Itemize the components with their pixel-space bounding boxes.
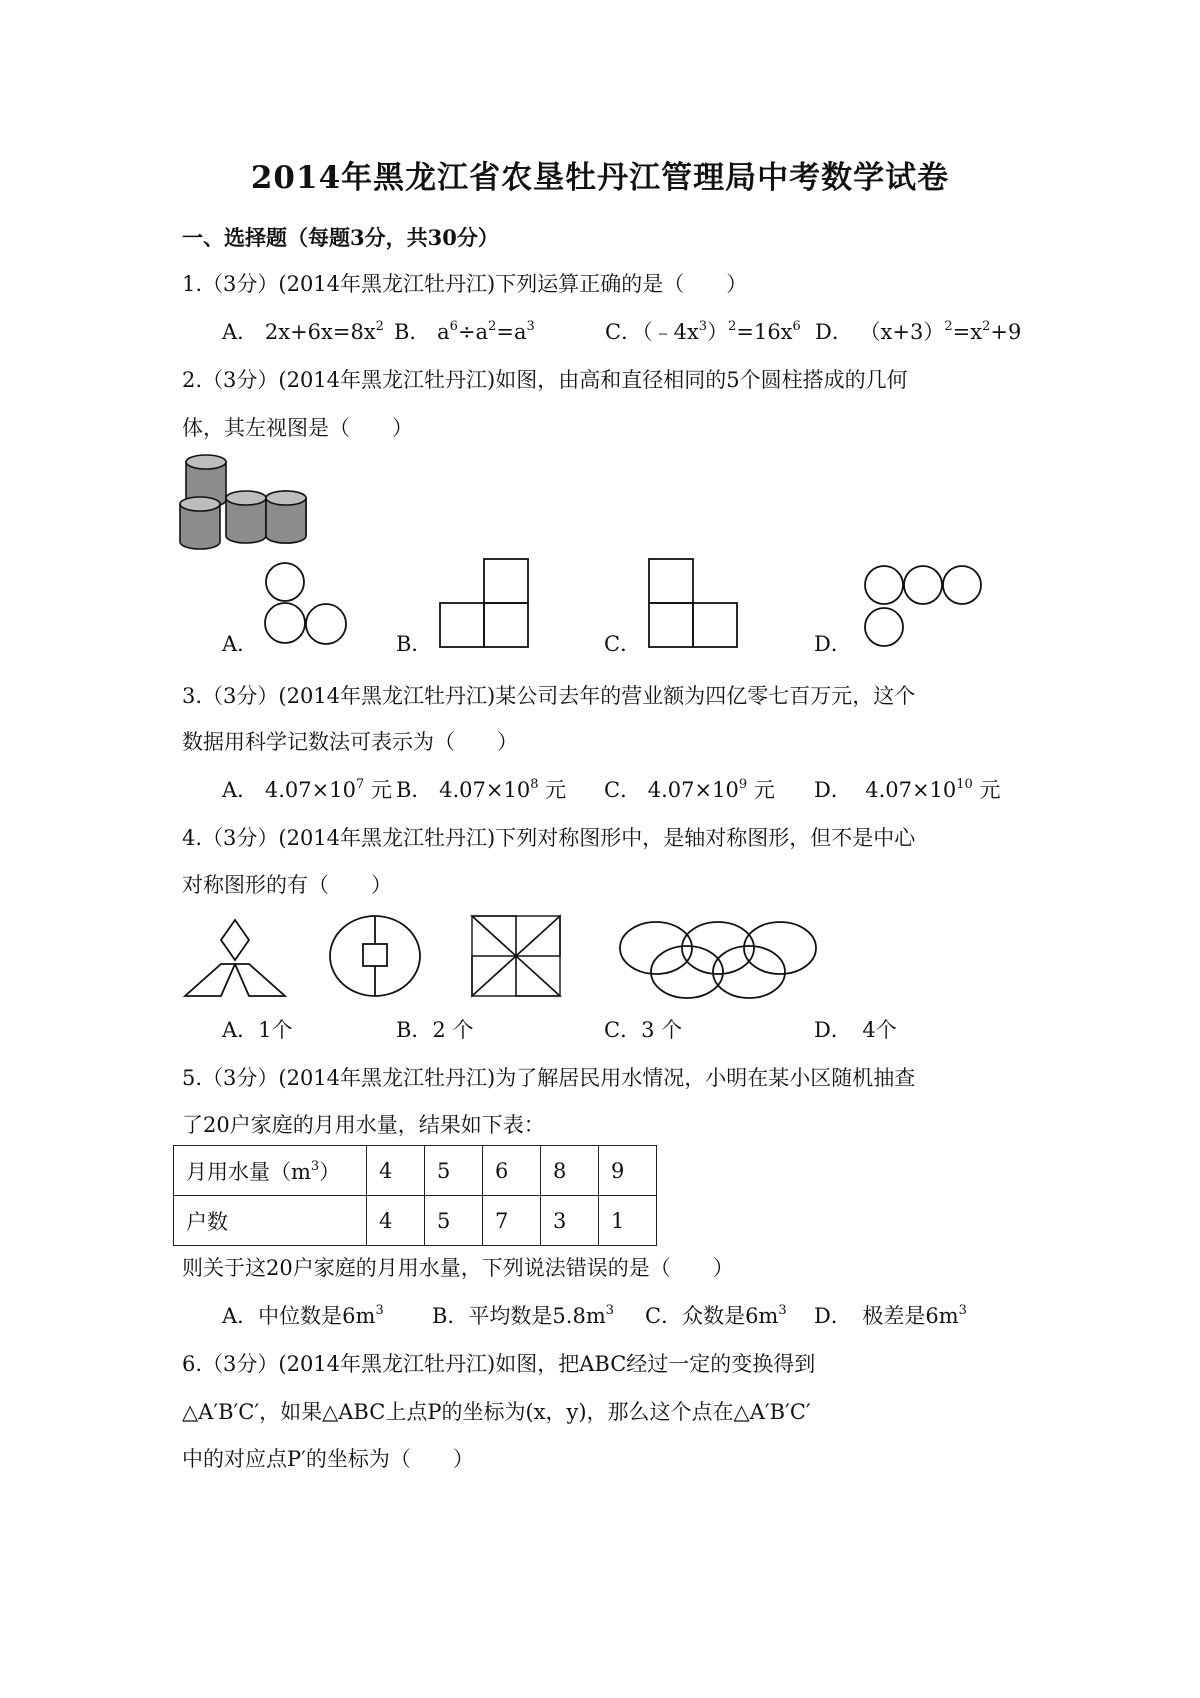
q6-stem-line2: △A′B′C′，如果△ABC上点P的坐标为(x，y)，那么这个点在△A′B′C′ [182,1400,811,1424]
option-unit: 元 [979,778,1001,802]
q5-option-d[interactable] [814,1300,967,1330]
table-row-header: 月用水量$(m^3)$ [174,1146,367,1196]
q3-stem-line1: 3.（3分）(2014年黑龙江牡丹江)某公司去年的营业额为四亿零七百万元，这个 [182,684,916,708]
exponent: 6 [449,319,458,334]
exponent: 8 [530,777,539,792]
option-label: C． [604,778,642,802]
q4-option-b[interactable]: B．2 个 [396,1018,474,1042]
exponent: 3 [310,1158,320,1174]
q1-option-a[interactable] [222,316,384,346]
q1-option-d[interactable] [815,316,1021,346]
table-row [174,1146,657,1196]
cylinders-figure [180,450,320,544]
table-cell: 4 [367,1146,425,1196]
pinwheel-figure [470,914,562,998]
option-text: B．平均数是5.8m [432,1304,606,1328]
option-text: a [437,320,450,344]
option-text: ） [707,320,729,344]
q3-option-a[interactable] [222,774,392,804]
option-text: 4.07×10 [647,778,739,802]
q2-option-a-label[interactable]: A． [222,632,259,656]
option-label: D． [815,320,853,344]
q4-option-c[interactable]: C．3 个 [604,1018,683,1042]
exponent: 2 [982,319,991,334]
option-text: 2x+6x=8x [264,320,376,344]
q2-option-c-figure[interactable] [647,558,739,650]
option-text: =16x [736,320,793,344]
q2-stem-line1: 2.（3分）(2014年黑龙江牡丹江)如图，由高和直径相同的5个圆柱搭成的几何 [182,368,908,392]
option-text: +9 [990,320,1022,344]
q5-stem-after-table: 则关于这20户家庭的月用水量，下列说法错误的是（ ） [182,1256,734,1280]
table-cell: 1 [599,1196,657,1246]
q3-stem-line2: 数据用科学记数法可表示为（ ） [182,730,518,754]
q5-option-a[interactable] [222,1300,384,1330]
option-text: 4.07×10 [865,778,957,802]
option-unit: 元 [545,778,567,802]
table-cell: 3 [541,1196,599,1246]
water-usage-table [173,1145,657,1246]
q2-option-d-figure[interactable] [864,565,984,649]
page-title: 2014年黑龙江省农垦牡丹江管理局中考数学试卷 [250,160,950,196]
diamond-trio-figure [183,918,287,998]
q6-stem-line3: 中的对应点P′的坐标为（ ） [182,1447,474,1471]
exponent: 3 [605,1303,615,1318]
exponent: 3 [778,1303,787,1318]
q1-option-b[interactable] [394,316,535,346]
option-text: =a [496,320,527,344]
ellipse-rect-figure [328,914,422,998]
option-text: =x [952,320,983,344]
q3-option-c[interactable] [604,774,775,804]
option-text: 4.07×10 [264,778,356,802]
option-text: （x+3） [859,320,945,344]
q2-option-b-figure[interactable] [438,558,530,650]
exponent: 3 [526,319,535,334]
option-label: B． [396,778,433,802]
option-label: B． [394,320,431,344]
section-heading: 一、选择题（每题3分，共30分） [182,225,499,250]
option-text: A．中位数是6m [222,1304,376,1328]
option-text: D． 极差是6m [814,1304,959,1328]
exponent: 6 [792,319,801,334]
q5-option-b[interactable] [432,1300,614,1330]
table-cell: 5 [425,1146,483,1196]
exponent: 2 [375,319,384,334]
q2-stem-line2: 体，其左视图是（ ） [182,416,413,440]
exponent: 7 [355,777,365,792]
option-text: （﹣4x [642,320,699,344]
exponent: 3 [958,1303,967,1318]
q4-option-a[interactable]: A．1个 [222,1018,293,1042]
table-cell: 8 [541,1146,599,1196]
table-row-header: 户数 [174,1196,367,1246]
table-cell: 9 [599,1146,657,1196]
q5-option-c[interactable] [645,1300,787,1330]
q6-stem-line1: 6.（3分）(2014年黑龙江牡丹江)如图，把ABC经过一定的变换得到 [182,1352,816,1376]
q4-stem-line1: 4.（3分）(2014年黑龙江牡丹江)下列对称图形中，是轴对称图形，但不是中心 [182,826,916,850]
q3-option-b[interactable] [396,774,566,804]
exponent: 2 [728,319,737,334]
option-unit: 元 [753,778,775,802]
q1-option-c[interactable] [605,316,801,346]
table-cell: 4 [367,1196,425,1246]
q3-option-d[interactable] [814,774,1001,804]
option-label: A． [222,778,259,802]
olympic-rings-figure [618,920,818,1000]
exponent: 3 [375,1303,384,1318]
exponent: 2 [944,319,953,334]
q1-stem: 1.（3分）(2014年黑龙江牡丹江)下列运算正确的是（ ） [182,272,748,296]
option-text: C．众数是6m [645,1304,779,1328]
option-unit: 元 [370,778,392,802]
table-cell: 6 [483,1146,541,1196]
q2-option-a-figure[interactable] [263,562,353,650]
option-label: A． [222,320,259,344]
q2-option-c-label[interactable]: C． [604,632,642,656]
exponent: 10 [956,777,973,792]
q4-option-d[interactable]: D． 4个 [814,1018,897,1042]
q4-stem-line2: 对称图形的有（ ） [182,873,392,897]
option-text: ÷a [457,320,489,344]
option-label: D． [814,778,852,802]
option-text: 4.07×10 [439,778,531,802]
q5-stem-line1: 5.（3分）(2014年黑龙江牡丹江)为了解居民用水情况，小明在某小区随机抽查 [182,1066,916,1090]
q2-option-d-label[interactable]: D． [814,632,852,656]
table-cell: 5 [425,1196,483,1246]
table-cell: 7 [483,1196,541,1246]
q5-stem-line2: 了20户家庭的月用水量，结果如下表： [182,1113,545,1137]
exponent: 9 [738,777,748,792]
option-label: C． [605,320,643,344]
q2-option-b-label[interactable]: B． [396,632,433,656]
exponent: 2 [488,319,497,334]
table-row [174,1196,657,1246]
exponent: 3 [698,319,708,334]
